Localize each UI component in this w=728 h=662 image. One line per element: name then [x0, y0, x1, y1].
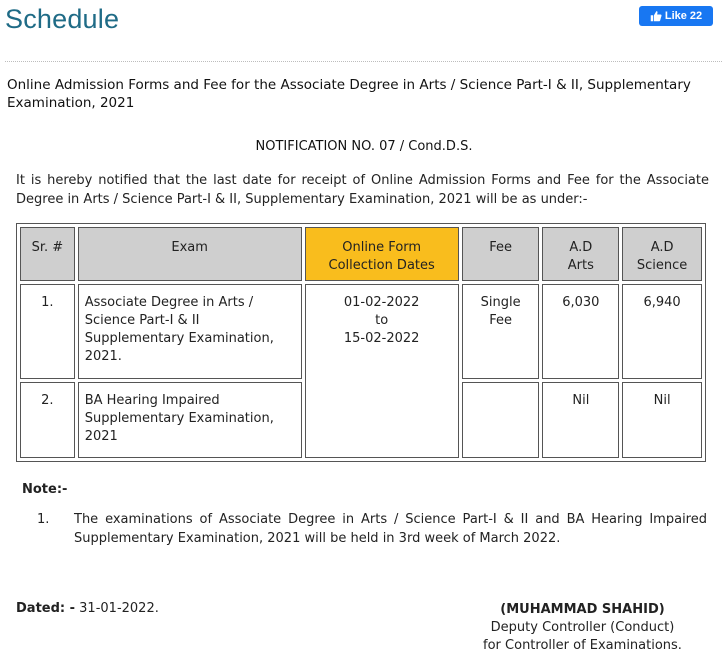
notice-subject: Online Admission Forms and Fee for the Associate Degree in Arts / Science Part-I & II, Supplementary Examination, 2021	[7, 77, 691, 111]
row-fee: Single Fee	[462, 284, 540, 379]
header-sr: Sr. #	[20, 227, 75, 281]
signer-name: (MUHAMMAD SHAHID)	[500, 602, 665, 617]
dated-label: Dated: -	[16, 601, 76, 616]
schedule-table	[16, 223, 706, 462]
signer-title: Deputy Controller (Conduct)	[490, 620, 675, 635]
row-science-fee: 6,940	[622, 284, 702, 379]
divider	[5, 61, 722, 62]
row-sr: 1.	[20, 284, 75, 379]
note-number: 1.	[37, 512, 50, 527]
note-item	[37, 511, 707, 548]
like-button-label: Like 22	[664, 10, 703, 22]
header-fee: Fee	[462, 227, 540, 281]
facebook-like-button[interactable]	[639, 6, 713, 26]
table-header-row	[20, 227, 702, 281]
signer-for: for Controller of Examinations.	[483, 638, 682, 653]
row-exam: Associate Degree in Arts / Science Part-I & II Supplementary Examination, 2021.	[78, 284, 302, 379]
row-fee	[462, 382, 540, 458]
table-row	[20, 284, 702, 379]
row-collection-dates: 01-02-2022 to 15-02-2022	[305, 284, 459, 458]
row-arts-fee: Nil	[542, 382, 619, 458]
note-text: The examinations of Associate Degree in Arts / Science Part-I & II and BA Hearing Impaired Supplementary Examination, 2021 will be held in 3rd week of March 2022.	[74, 512, 707, 546]
row-arts-fee: 6,030	[542, 284, 619, 379]
notification-number: NOTIFICATION NO. 07 / Cond.D.S.	[255, 139, 473, 154]
row-exam: BA Hearing Impaired Supplementary Examination, 2021	[78, 382, 302, 458]
dated-line	[16, 601, 159, 616]
row-sr: 2.	[20, 382, 75, 458]
signature-block	[440, 601, 725, 655]
header-collection-dates: Online Form Collection Dates	[305, 227, 459, 281]
header-exam: Exam	[78, 227, 302, 281]
notice-intro: It is hereby notified that the last date for receipt of Online Admission Forms and Fee for the Associate Degree in Arts / Science Part-I & II, Supplementary Examination, 2021 will be as under:-	[16, 173, 709, 207]
header-ad-science: A.D Science	[622, 227, 702, 281]
page-title: Schedule	[5, 4, 120, 34]
dated-value: 31-01-2022.	[75, 601, 159, 616]
note-label: Note:-	[22, 482, 68, 497]
row-science-fee: Nil	[622, 382, 702, 458]
thumbs-up-icon	[650, 10, 662, 22]
header-ad-arts: A.D Arts	[542, 227, 619, 281]
